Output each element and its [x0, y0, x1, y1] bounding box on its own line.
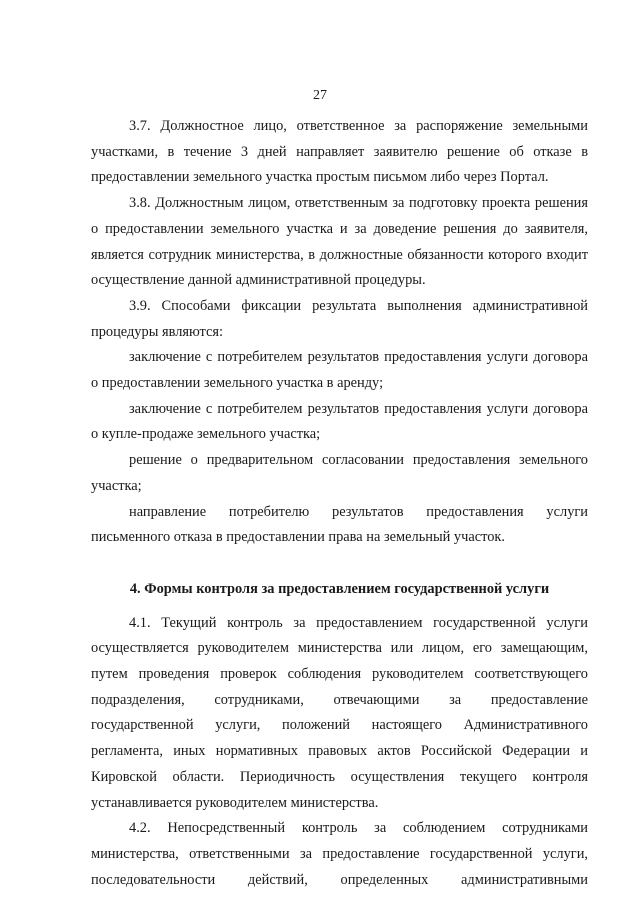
paragraph-4-1: 4.1. Текущий контроль за предоставлением государственной услуги осуществляется руководителем министерства или лицом, его замещающим, путем проведения проверок соблюдения руководителем соответствующего подразделения, сотрудниками, отвечающими за предоставление государственной услуги, положений настоящего Административного регламента, иных нормативных правовых актов Российской Федерации и Кировской области. Периодичность осуществления текущего контроля устанавливается руководителем министерства. — [91, 614, 588, 811]
list-item-preliminary-approval: решение о предварительном согласовании предоставления земельного участка; — [91, 452, 588, 494]
document-body — [91, 114, 588, 893]
paragraph-3-7: 3.7. Должностное лицо, ответственное за распоряжение земельными участками, в течение 3 дней направляет заявителю решение об отказе в предоставлении земельного участка простым письмом либо через Портал. — [91, 118, 588, 186]
paragraph-4-2: 4.2. Непосредственный контроль за соблюдением сотрудниками министерства, ответственными за предоставление государственной услуги, последовательности действий, определенных административными — [91, 820, 588, 888]
list-item-lease-contract: заключение с потребителем результатов предоставления услуги договора о предоставлении земельного участка в аренду; — [91, 349, 588, 392]
paragraph-3-9: 3.9. Способами фиксации результата выполнения административной процедуры являются: — [91, 297, 588, 340]
list-item-refusal-letter: направление потребителю результатов предоставления услуги письменного отказа в предоставлении права на земельный участок. — [91, 503, 588, 546]
list-item-sale-contract: заключение с потребителем результатов предоставления услуги договора о купле-продаже земельного участка; — [91, 400, 588, 443]
section-heading: 4. Формы контроля за предоставлением государственной услуги — [129, 580, 550, 597]
page-number: 27 — [313, 88, 327, 103]
paragraph-3-8: 3.8. Должностным лицом, ответственным за подготовку проекта решения о предоставлении земельного участка и за доведение решения до заявителя, является сотрудник министерства, в должностные обязанности которого входит осуществление данной административной процедуры. — [91, 195, 588, 289]
